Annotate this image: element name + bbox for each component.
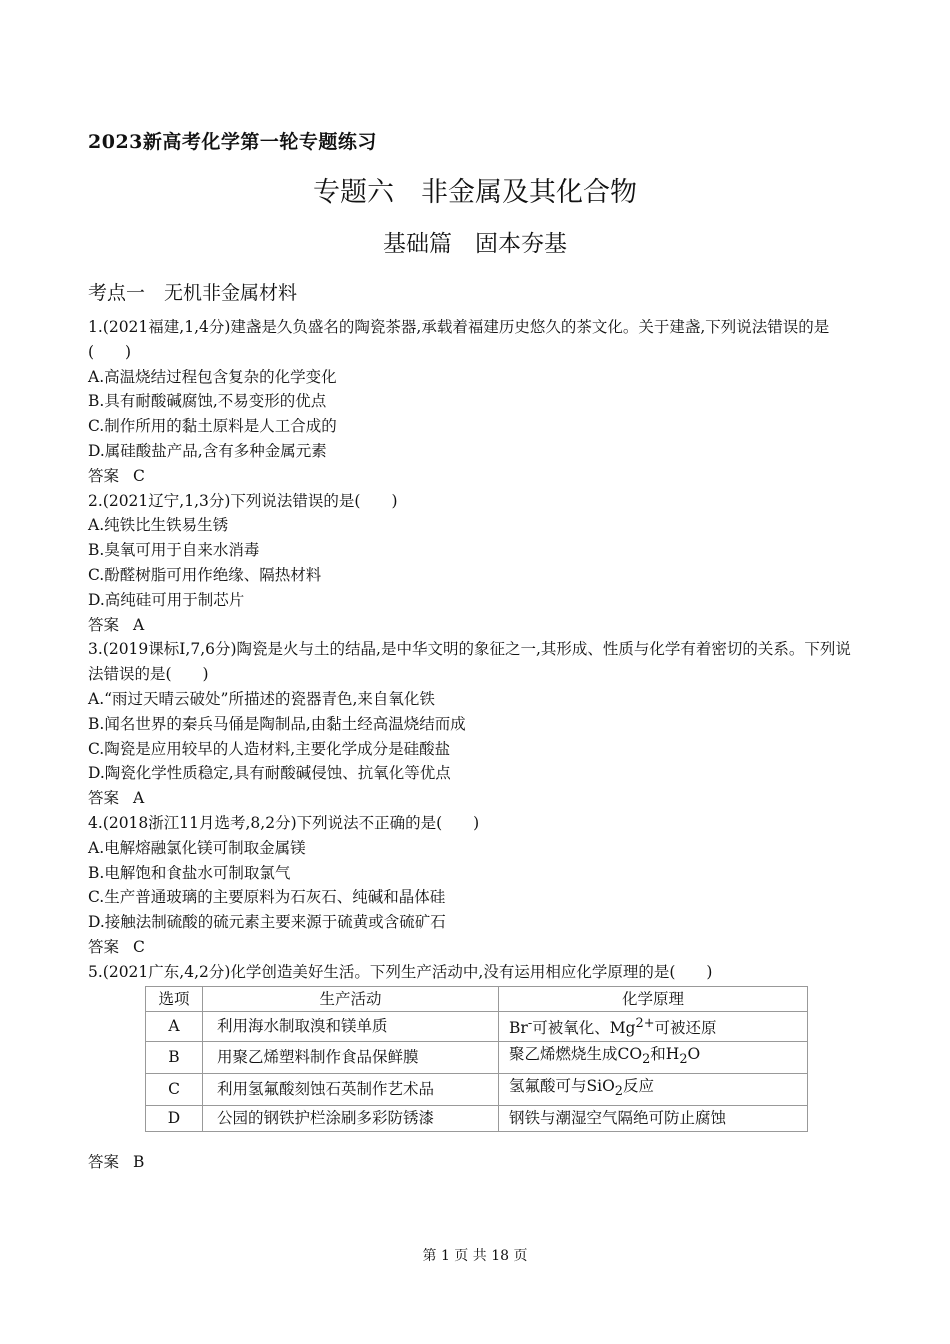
option-cell: C: [146, 1074, 203, 1106]
table-header-principle: 化学原理: [499, 986, 808, 1012]
question-option: B.具有耐酸碱腐蚀,不易变形的优点: [88, 392, 327, 411]
question-option: A.高温烧结过程包含复杂的化学变化: [88, 367, 337, 386]
table-header-activity: 生产活动: [203, 986, 499, 1012]
answer-label: 答案: [88, 1152, 120, 1171]
table-body: [146, 1012, 808, 1132]
answer-label: 答案: [88, 466, 120, 485]
option-cell: D: [146, 1106, 203, 1132]
question-option: C.生产普通玻璃的主要原料为石灰石、纯碱和晶体硅: [88, 888, 446, 907]
question-option: A.纯铁比生铁易生锈: [88, 516, 229, 535]
question-option: C.制作所用的黏土原料是人工合成的: [88, 417, 337, 436]
question-3: [88, 637, 860, 811]
option-cell: A: [146, 1012, 203, 1042]
question-stem: 2.(2021辽宁,1,3分)下列说法错误的是( ): [88, 491, 398, 510]
document-title: 2023新高考化学第一轮专题练习: [88, 131, 377, 153]
question-stem: 3.(2019课标Ⅰ,7,6分)陶瓷是火与土的结晶,是中华文明的象征之一,其形成、性质与化学有着密切的关系。下列说法错误的是( ): [88, 640, 851, 684]
question-option: D.接触法制硫酸的硫元素主要来源于硫黄或含硫矿石: [88, 913, 446, 932]
chapter-title: 专题六 非金属及其化合物: [313, 177, 637, 208]
section-title: 基础篇 固本夯基: [383, 231, 567, 257]
answer-label: 答案: [88, 789, 120, 808]
answer-label: 答案: [88, 615, 120, 634]
answer-value: B: [133, 1152, 145, 1171]
question-option: A.电解熔融氯化镁可制取金属镁: [88, 838, 306, 857]
question-option: D.陶瓷化学性质稳定,具有耐酸碱侵蚀、抗氧化等优点: [88, 764, 451, 783]
question-4: [88, 811, 860, 960]
question-1: [88, 315, 860, 489]
question-option: B.电解饱和食盐水可制取氯气: [88, 863, 291, 882]
table-row: [146, 1106, 808, 1132]
question-stem: 4.(2018浙江11月选考,8,2分)下列说法不正确的是( ): [88, 813, 480, 832]
activity-cell: 利用氢氟酸刻蚀石英制作艺术品: [203, 1074, 499, 1106]
answer-value: C: [133, 937, 145, 956]
principle-cell: 钢铁与潮湿空气隔绝可防止腐蚀: [499, 1106, 808, 1132]
question-option: B.闻名世界的秦兵马俑是陶制品,由黏土经高温烧结而成: [88, 714, 466, 733]
principle-cell: 氢氟酸可与SiO$_2$反应: [499, 1074, 808, 1106]
question-option: D.属硅酸盐产品,含有多种金属元素: [88, 441, 327, 460]
question-option: C.陶瓷是应用较早的人造材料,主要化学成分是硅酸盐: [88, 739, 451, 758]
question-list: [88, 315, 860, 1175]
answer-label: 答案: [88, 937, 120, 956]
table-header-row: [146, 986, 808, 1012]
question-option: B.臭氧可用于自来水消毒: [88, 541, 260, 560]
question-stem: 5.(2021广东,4,2分)化学创造美好生活。下列生产活动中,没有运用相应化学原理的是( ): [88, 962, 713, 981]
questions-1-4: [88, 315, 860, 960]
principle-cell: Br-可被氧化、$Mg^{2+}$可被还原: [499, 1012, 808, 1042]
question-option: D.高纯硅可用于制芯片: [88, 590, 245, 609]
answer-value: A: [133, 615, 145, 634]
table-row: [146, 1012, 808, 1042]
table-header-option: 选项: [146, 986, 203, 1012]
principle-cell: 聚乙烯燃烧生成$CO_2$和$H_2O$: [499, 1042, 808, 1074]
table-row: [146, 1074, 808, 1106]
question-5: [88, 960, 860, 1175]
answer-value: A: [133, 789, 145, 808]
option-cell: B: [146, 1042, 203, 1074]
question-5-table: [145, 986, 808, 1132]
answer-line: [88, 1150, 860, 1175]
answer-line: [88, 935, 860, 960]
topic-heading: 考点一 无机非金属材料: [88, 282, 298, 304]
activity-cell: 用聚乙烯塑料制作食品保鲜膜: [203, 1042, 499, 1074]
table-row: [146, 1042, 808, 1074]
answer-line: [88, 613, 860, 638]
question-stem: 1.(2021福建,1,4分)建盏是久负盛名的陶瓷茶器,承载着福建历史悠久的茶文化。关于建盏,下列说法错误的是( ): [88, 318, 830, 361]
question-2: [88, 489, 860, 638]
question-option: C.酚醛树脂可用作绝缘、隔热材料: [88, 565, 322, 584]
answer-value: C: [133, 466, 145, 485]
activity-cell: 公园的钢铁护栏涂刷多彩防锈漆: [203, 1106, 499, 1132]
question-option: A.“雨过天晴云破处”所描述的瓷器青色,来自氧化铁: [88, 689, 435, 708]
page-footer: 第 1 页 共 18 页: [422, 1248, 528, 1264]
answer-line: [88, 786, 860, 811]
answer-line: [88, 464, 860, 489]
activity-cell: 利用海水制取溴和镁单质: [203, 1012, 499, 1042]
